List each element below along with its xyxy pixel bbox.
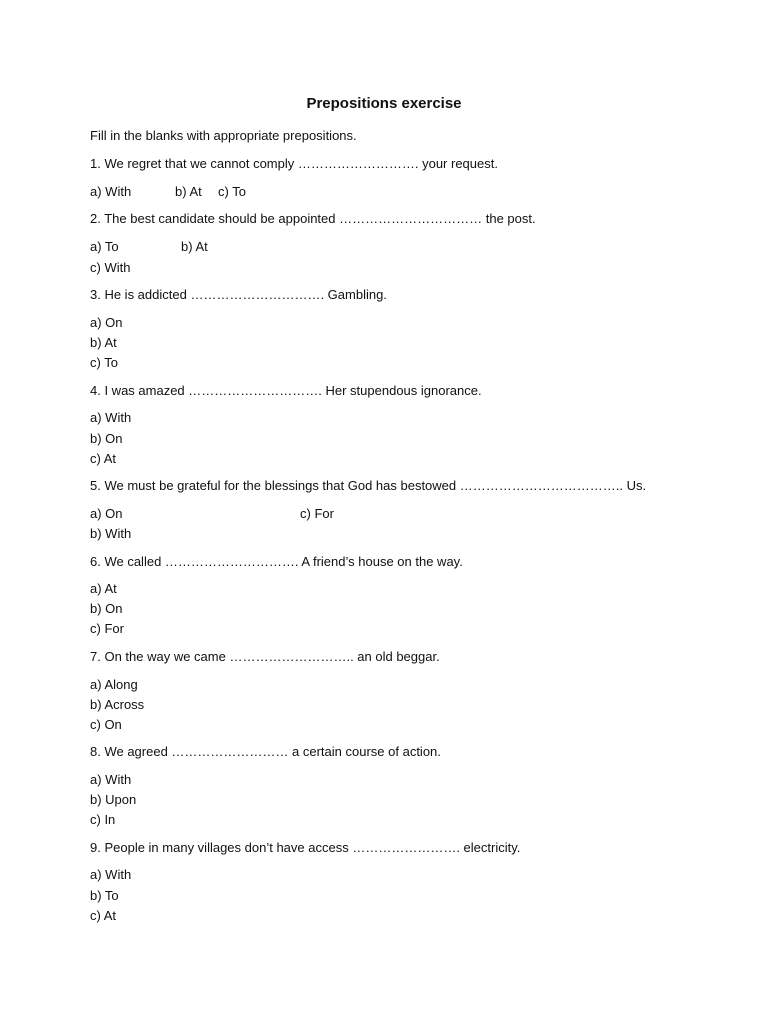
- q7-option-c: c) On: [90, 717, 122, 732]
- q9-option-b: b) To: [90, 888, 119, 903]
- q3-option-b: b) At: [90, 335, 117, 350]
- q8-option-a: a) With: [90, 772, 132, 787]
- instruction: Fill in the blanks with appropriate prepositions.: [90, 128, 357, 143]
- question-1: 1. We regret that we cannot comply ………………………. your request.: [90, 156, 498, 171]
- q1-option-a: a) With: [90, 184, 132, 199]
- q8-option-b: b) Upon: [90, 792, 137, 807]
- question-8: 8. We agreed ……………………… a certain course of action.: [90, 744, 441, 759]
- q6-option-a: a) At: [90, 581, 117, 596]
- question-6: 6. We called …………………………. A friend’s house on the way.: [90, 554, 463, 569]
- q9-option-a: a) With: [90, 867, 132, 882]
- q4-option-b: b) On: [90, 431, 123, 446]
- q6-option-c: c) For: [90, 621, 124, 636]
- question-7: 7. On the way we came ……………………….. an old beggar.: [90, 649, 440, 664]
- question-4: 4. I was amazed …………………………. Her stupendous ignorance.: [90, 383, 482, 398]
- q9-option-c: c) At: [90, 908, 117, 923]
- q2-option-b: b) At: [181, 239, 208, 254]
- q8-option-c: c) In: [90, 812, 116, 827]
- q5-option-b: b) With: [90, 526, 132, 541]
- question-5: 5. We must be grateful for the blessings that God has bestowed ……………………………….. Us.: [90, 478, 647, 493]
- q2-option-a: a) To: [90, 239, 119, 254]
- q1-option-b: b) At: [175, 184, 202, 199]
- q4-option-c: c) At: [90, 451, 117, 466]
- q5-option-c: c) For: [300, 506, 334, 521]
- q4-option-a: a) With: [90, 410, 132, 425]
- q6-option-b: b) On: [90, 601, 123, 616]
- q5-option-a: a) On: [90, 506, 123, 521]
- question-3: 3. He is addicted …………………………. Gambling.: [90, 287, 387, 302]
- q7-option-b: b) Across: [90, 697, 145, 712]
- q2-option-c: c) With: [90, 260, 131, 275]
- question-9: 9. People in many villages don’t have access ……………………. electricity.: [90, 840, 521, 855]
- q7-option-a: a) Along: [90, 677, 138, 692]
- question-2: 2. The best candidate should be appointed …………………………… the post.: [90, 211, 536, 226]
- q1-option-c: c) To: [218, 184, 246, 199]
- page-title: Prepositions exercise: [306, 95, 462, 112]
- q3-option-c: c) To: [90, 355, 118, 370]
- q3-option-a: a) On: [90, 315, 123, 330]
